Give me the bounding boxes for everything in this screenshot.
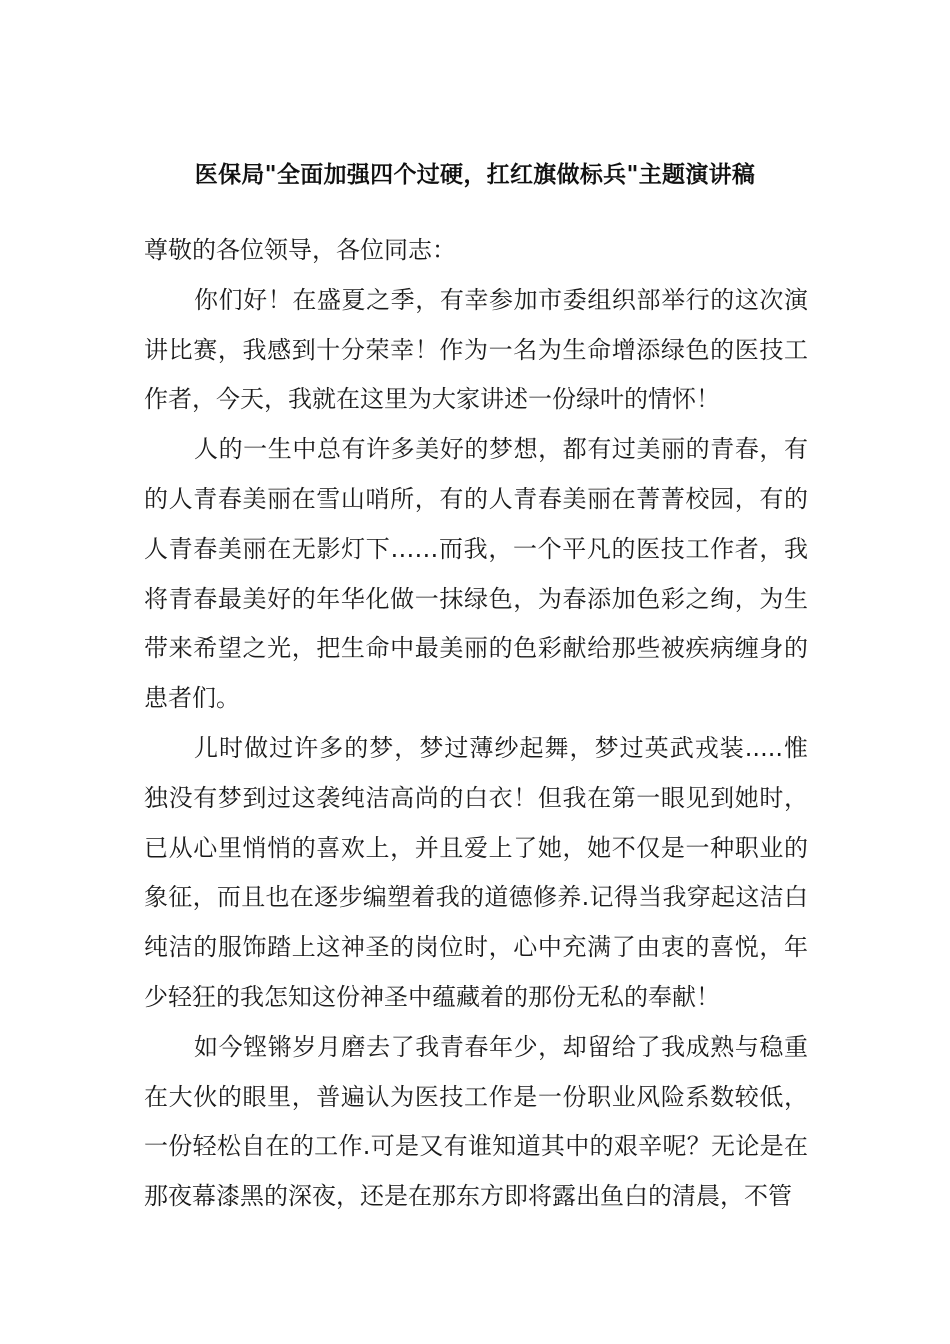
- paragraph: 你们好！在盛夏之季，有幸参加市委组织部举行的这次演讲比赛，我感到十分荣幸！作为一名为生命增添绿色的医技工作者，今天，我就在这里为大家讲述一份绿叶的情怀！: [144, 285, 808, 414]
- document-title: 医保局"全面加强四个过硬，扛红旗做标兵"主题演讲稿: [194, 162, 756, 188]
- paragraph: 如今铿锵岁月磨去了我青春年少，却留给了我成熟与稳重在大伙的眼里，普遍认为医技工作是一份职业风险系数较低，一份轻松自在的工作.可是又有谁知道其中的艰辛呢？无论是在那夜幕漆黑的深夜，还是在那东方即将露出鱼白的清晨，不管: [144, 1032, 808, 1211]
- paragraph: 人的一生中总有许多美好的梦想，都有过美丽的青春，有的人青春美丽在雪山哨所，有的人青春美丽在菁菁校园，有的人青春美丽在无影灯下……而我，一个平凡的医技工作者，我将青春最美好的年华化做一抹绿色，为春添加色彩之绚，为生带来希望之光，把生命中最美丽的色彩献给那些被疾病缠身的患者们。: [144, 435, 808, 713]
- document-body: [144, 226, 808, 1222]
- salutation: 尊敬的各位领导，各位同志：: [144, 236, 456, 264]
- paragraph: 儿时做过许多的梦，梦过薄纱起舞，梦过英武戎装.....惟独没有梦到过这袭纯洁高尚的白衣！但我在第一眼见到她时，已从心里悄悄的喜欢上，并且爱上了她，她不仅是一种职业的象征，而且也在逐步编塑着我的道德修养.记得当我穿起这洁白纯洁的服饰踏上这神圣的岗位时，心中充满了由衷的喜悦，年少轻狂的我怎知这份神圣中蕴藏着的那份无私的奉献！: [144, 733, 808, 1011]
